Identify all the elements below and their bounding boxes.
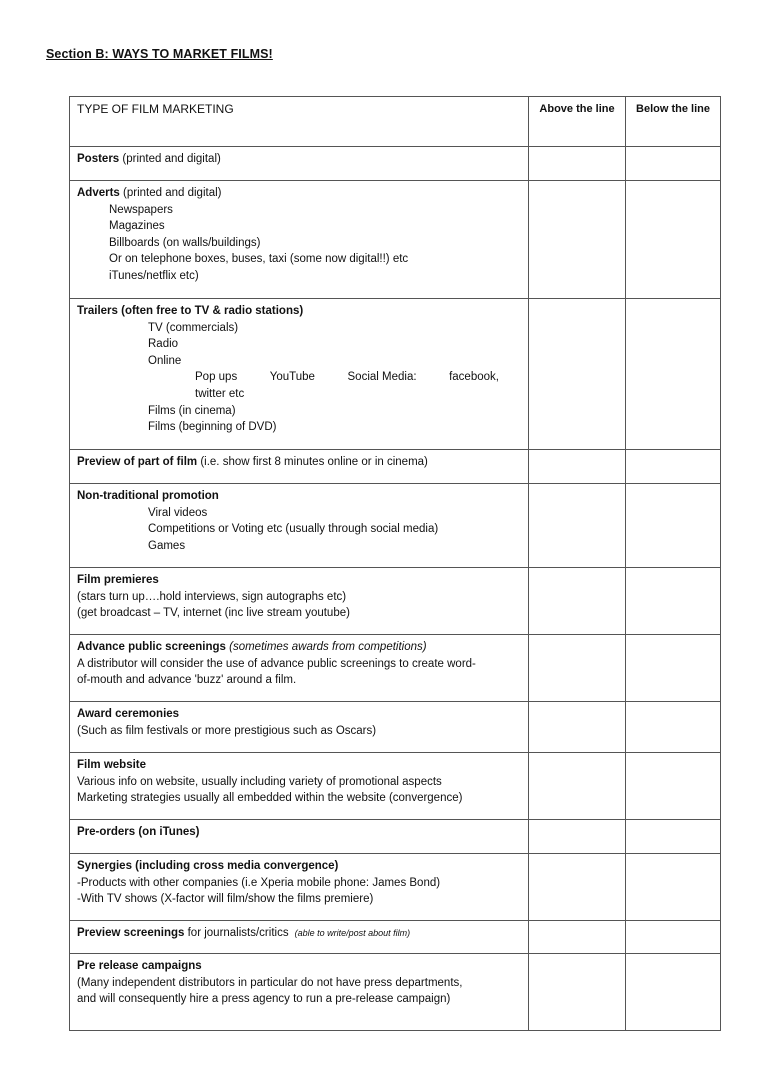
list-item: Films (in cinema) <box>148 404 236 417</box>
table-row-pre-orders <box>70 820 721 854</box>
row-label-film-website <box>70 753 529 820</box>
row-title: Preview of part of film <box>77 456 198 468</box>
table-row-preview-screenings <box>70 921 721 954</box>
row-title: Film premieres <box>77 574 159 586</box>
row-label-preview-screenings <box>70 921 529 954</box>
above-cell-preview-screenings[interactable] <box>529 921 626 954</box>
list-item: iTunes/netflix etc) <box>109 269 199 282</box>
row-label-premieres <box>70 568 529 635</box>
list-item: facebook, <box>449 371 499 384</box>
row-title: Pre-orders (on iTunes) <box>77 826 200 838</box>
row-text: (Many independent distributors in particular do not have press departments, <box>77 976 463 989</box>
below-cell-synergies[interactable] <box>626 854 721 921</box>
list-item: Social Media: <box>347 371 417 384</box>
above-cell-adverts[interactable] <box>529 181 626 299</box>
row-label-synergies <box>70 854 529 921</box>
row-title: Award ceremonies <box>77 708 180 720</box>
table-row-film-website <box>70 753 721 820</box>
row-text: A distributor will consider the use of advance public screenings to create word- <box>77 657 476 670</box>
list-item: Online <box>148 354 182 367</box>
list-item: YouTube <box>269 371 315 384</box>
table-row-trailers <box>70 299 721 450</box>
row-text: Various info on website, usually including variety of promotional aspects <box>77 775 442 788</box>
row-title-detail: (sometimes awards from competitions) <box>225 641 427 653</box>
above-cell-award-ceremonies[interactable] <box>529 702 626 753</box>
row-text: of-mouth and advance 'buzz' around a film. <box>77 674 297 687</box>
list-item: Pop ups <box>195 371 238 384</box>
header-below-the-line: Below the line <box>626 97 721 147</box>
above-cell-synergies[interactable] <box>529 854 626 921</box>
list-item: Magazines <box>109 220 165 233</box>
below-cell-non-traditional[interactable] <box>626 484 721 568</box>
above-cell-advance-screenings[interactable] <box>529 635 626 702</box>
row-text: (get broadcast – TV, internet (inc live stream youtube) <box>77 607 350 620</box>
list-item: Viral videos <box>148 506 208 519</box>
row-title-detail: (printed and digital) <box>119 187 222 199</box>
row-title: Adverts <box>77 187 120 199</box>
row-text: (Such as film festivals or more prestigious such as Oscars) <box>77 724 377 737</box>
list-item: Or on telephone boxes, buses, taxi (some now digital!!) etc <box>109 253 409 266</box>
below-cell-pre-release[interactable] <box>626 954 721 1031</box>
above-cell-trailers[interactable] <box>529 299 626 450</box>
marketing-table <box>69 96 721 1031</box>
table-row-preview-part <box>70 450 721 484</box>
row-title-detail: (printed and digital) <box>119 153 221 165</box>
below-cell-award-ceremonies[interactable] <box>626 702 721 753</box>
row-label-award-ceremonies <box>70 702 529 753</box>
above-cell-non-traditional[interactable] <box>529 484 626 568</box>
row-label-pre-release <box>70 954 529 1031</box>
row-text: (stars turn up….hold interviews, sign autographs etc) <box>77 590 347 603</box>
list-item: Films (beginning of DVD) <box>148 421 277 434</box>
table-row-pre-release <box>70 954 721 1031</box>
row-label-preview-part <box>70 450 529 484</box>
list-item: twitter etc <box>195 387 245 400</box>
row-label-advance-screenings <box>70 635 529 702</box>
table-row-non-traditional <box>70 484 721 568</box>
below-cell-advance-screenings[interactable] <box>626 635 721 702</box>
row-title: Advance public screenings <box>77 641 226 653</box>
list-item: Newspapers <box>109 203 173 216</box>
below-cell-film-website[interactable] <box>626 753 721 820</box>
row-title: Synergies (including cross media convergence) <box>77 860 339 872</box>
above-cell-film-website[interactable] <box>529 753 626 820</box>
section-title: Section B: WAYS TO MARKET FILMS! <box>46 47 273 61</box>
row-note: (able to write/post about film) <box>294 928 411 938</box>
below-cell-posters[interactable] <box>626 147 721 181</box>
above-cell-pre-orders[interactable] <box>529 820 626 854</box>
below-cell-adverts[interactable] <box>626 181 721 299</box>
row-label-adverts <box>70 181 529 299</box>
table-row-premieres <box>70 568 721 635</box>
above-cell-preview-part[interactable] <box>529 450 626 484</box>
list-item: Games <box>148 539 186 552</box>
table-row-posters <box>70 147 721 181</box>
row-title-detail: (i.e. show first 8 minutes online or in cinema) <box>197 456 428 468</box>
row-text: -With TV shows (X-factor will film/show the films premiere) <box>77 893 374 906</box>
list-item: TV (commercials) <box>148 321 239 334</box>
above-cell-premieres[interactable] <box>529 568 626 635</box>
row-text: and will consequently hire a press agency to run a pre-release campaign) <box>77 993 451 1006</box>
social-list <box>77 369 521 386</box>
row-title: Pre release campaigns <box>77 960 202 972</box>
below-cell-preview-screenings[interactable] <box>626 921 721 954</box>
row-title-detail: for journalists/critics <box>184 927 289 939</box>
table-row-award-ceremonies <box>70 702 721 753</box>
list-item: Billboards (on walls/buildings) <box>109 236 261 249</box>
row-text: -Products with other companies (i.e Xperia mobile phone: James Bond) <box>77 876 441 889</box>
list-item: Competitions or Voting etc (usually through social media) <box>148 523 439 536</box>
header-above-the-line: Above the line <box>529 97 626 147</box>
row-label-posters <box>70 147 529 181</box>
below-cell-trailers[interactable] <box>626 299 721 450</box>
row-title: Posters <box>77 153 120 165</box>
row-label-pre-orders <box>70 820 529 854</box>
table-header-row <box>70 97 721 147</box>
below-cell-premieres[interactable] <box>626 568 721 635</box>
above-cell-pre-release[interactable] <box>529 954 626 1031</box>
table-row-adverts <box>70 181 721 299</box>
above-cell-posters[interactable] <box>529 147 626 181</box>
row-label-non-traditional <box>70 484 529 568</box>
row-title: Non-traditional promotion <box>77 490 219 502</box>
table-row-advance-screenings <box>70 635 721 702</box>
row-title: Trailers (often free to TV & radio stations) <box>77 305 304 317</box>
below-cell-pre-orders[interactable] <box>626 820 721 854</box>
row-title: Preview screenings <box>77 927 185 939</box>
row-text: Marketing strategies usually all embedded within the website (convergence) <box>77 792 463 805</box>
table-row-synergies <box>70 854 721 921</box>
row-label-trailers <box>70 299 529 450</box>
below-cell-preview-part[interactable] <box>626 450 721 484</box>
list-item: Radio <box>148 338 179 351</box>
row-title: Film website <box>77 759 147 771</box>
header-type: TYPE OF FILM MARKETING <box>70 97 529 147</box>
